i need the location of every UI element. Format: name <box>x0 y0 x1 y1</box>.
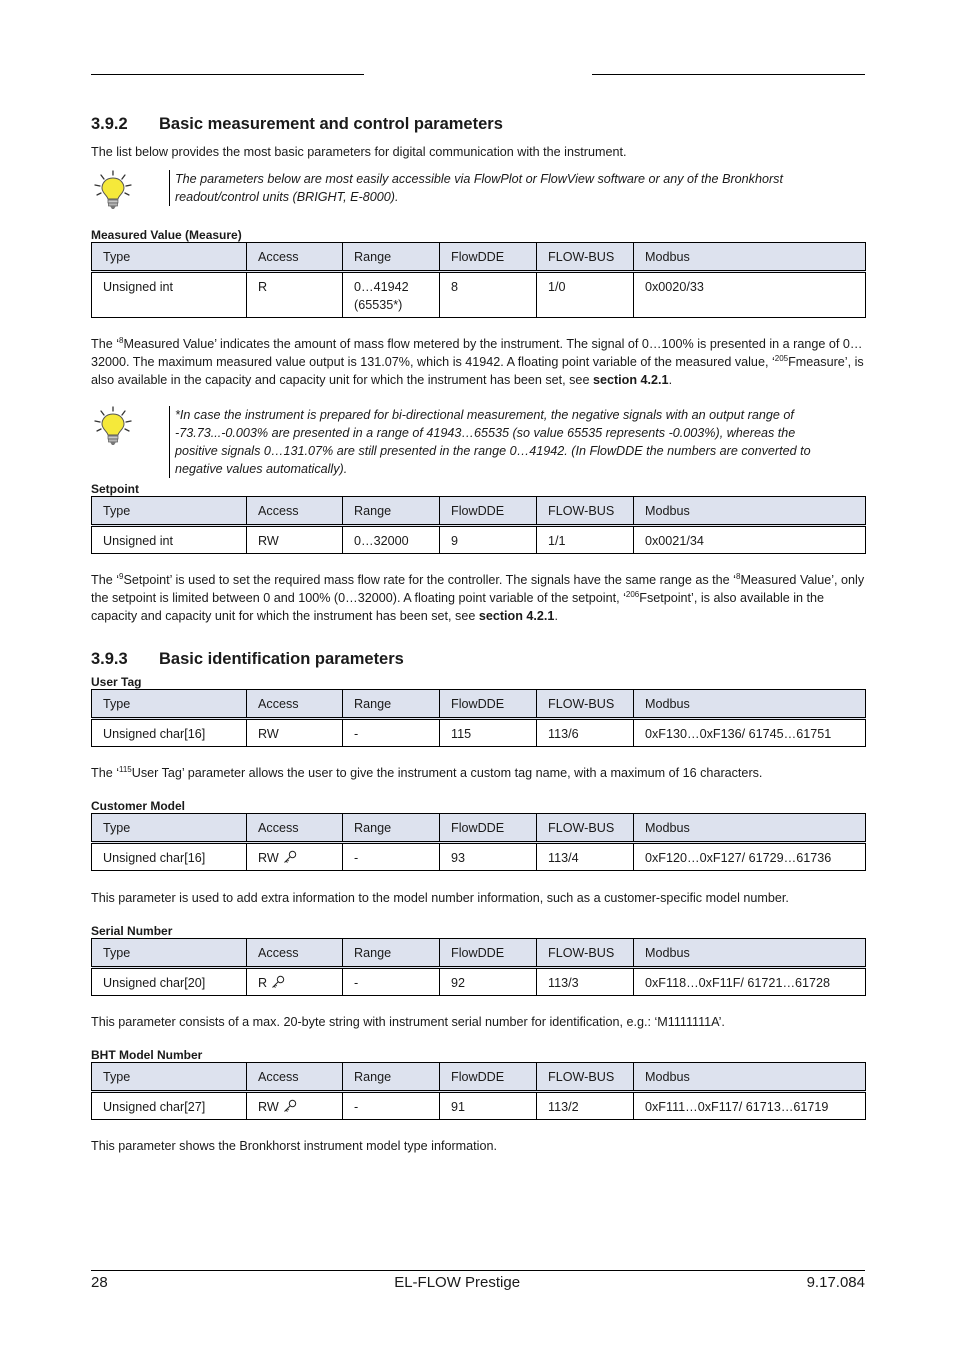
table-header-row: Type Access Range FlowDDE FLOW-BUS Modbus <box>92 243 866 272</box>
table-row: Unsigned char[27] RW - 91 113/2 0xF111…0xF117/ 61713…61719 <box>92 1092 866 1120</box>
lightbulb-icon <box>92 406 134 446</box>
measured-value-paragraph: The ‘$^8$Measured Value’ indicates the amount of mass flow metered by the instrument. The signal of 0…100% is presented in a range of 0…32000. The maximum measured value output is 131.07%, which is 41942. A floating point variable of the measured value, ‘$^{205}$Fmeasure’, is also available in the capacity and capacity unit for which the instrument has been set, see section 4.2.1. <box>91 335 864 387</box>
section-heading-3-9-3: 3.9.3 Basic identification parameters <box>91 650 404 668</box>
table-setpoint <box>91 496 866 554</box>
lightbulb-icon <box>92 170 134 210</box>
table-bht-model-number <box>91 1062 866 1120</box>
table-header-row: Type Access Range FlowDDE FLOW-BUS Modbus <box>92 497 866 526</box>
table-row: Unsigned char[16] RW - 93 113/4 0xF120…0xF127/ 61729…61736 <box>92 843 866 871</box>
label-user-tag: User Tag <box>91 675 142 689</box>
table-row: Unsigned int RW 0…32000 9 1/1 0x0021/34 <box>92 526 866 554</box>
footer-rule <box>91 1270 865 1271</box>
label-bht-model-number: BHT Model Number <box>91 1048 203 1062</box>
label-measured-value: Measured Value (Measure) <box>91 228 242 242</box>
user-tag-paragraph: The ‘$^{115}$User Tag’ parameter allows the user to give the instrument a custom tag name, with a maximum of 16 characters. <box>91 764 763 780</box>
table-header-row: Type Access Range FlowDDE FLOW-BUS Modbus <box>92 690 866 719</box>
customer-model-paragraph: This parameter is used to add extra information to the model number information, such as a customer-specific model number. <box>91 891 789 905</box>
table-header-row: Type Access Range FlowDDE FLOW-BUS Modbus <box>92 814 866 843</box>
table-row: Unsigned int R 0…41942 (65535*) 8 1/0 0x0020/33 <box>92 272 866 318</box>
page-content <box>91 112 865 1155</box>
header-rule-left <box>91 74 364 75</box>
table-customer-model <box>91 813 866 871</box>
document-number: 9.17.084 <box>806 1274 865 1291</box>
label-customer-model: Customer Model <box>91 799 186 813</box>
header-rule-right <box>592 74 865 75</box>
table-row: Unsigned char[16] RW - 115 113/6 0xF130…0xF136/ 61745…61751 <box>92 719 866 747</box>
note-text-2: *In case the instrument is prepared for bi-directional measurement, the negative signals with an output range of -73.73...-0.003% are presented in a range of 41943…65535 (so value 65535 represents -0.003%), whereas the positive signals 0…131.07% are still presented in the range 0…41942. (In FlowDDE the numbers are converted to negative values automatically). <box>169 406 841 478</box>
page-footer <box>91 1274 865 1291</box>
table-row: Unsigned char[20] R - 92 113/3 0xF118…0xF11F/ 61721…61728 <box>92 968 866 996</box>
serial-number-paragraph: This parameter consists of a max. 20-byte string with instrument serial number for identification, e.g.: ‘M1111111A’. <box>91 1015 725 1029</box>
table-measured-value <box>91 242 866 318</box>
note-text-1: The parameters below are most easily accessible via FlowPlot or FlowView software or any of the Bronkhorst readout/control units (BRIGHT, E-8000). <box>169 170 865 206</box>
label-setpoint: Setpoint <box>91 482 139 496</box>
bht-model-paragraph: This parameter shows the Bronkhorst instrument model type information. <box>91 1139 497 1153</box>
note-tip-1 <box>91 170 865 210</box>
key-icon <box>283 1099 297 1113</box>
key-icon <box>283 850 297 864</box>
section-heading-3-9-2: 3.9.2 Basic measurement and control parameters <box>91 115 503 133</box>
table-header-row: Type Access Range FlowDDE FLOW-BUS Modbus <box>92 939 866 968</box>
table-user-tag <box>91 689 866 747</box>
note-tip-2 <box>91 406 865 478</box>
key-icon <box>271 975 285 989</box>
table-serial-number <box>91 938 866 996</box>
table-header-row: Type Access Range FlowDDE FLOW-BUS Modbus <box>92 1063 866 1092</box>
setpoint-paragraph: The ‘$^9$Setpoint’ is used to set the required mass flow rate for the controller. The signals have the same range as the ‘$^8$Measured Value’, only the setpoint is limited between 0 and 100% (0…32000). A floating point variable of the setpoint, ‘$^{206}$Fsetpoint’, is also available in the capacity and capacity unit for which the instrument has been set, see section 4.2.1. <box>91 571 865 623</box>
page-number: 28 <box>91 1274 108 1291</box>
label-serial-number: Serial Number <box>91 924 173 938</box>
document-title: EL-FLOW Prestige <box>394 1274 521 1291</box>
intro-paragraph: The list below provides the most basic parameters for digital communication with the instrument. <box>91 145 627 159</box>
